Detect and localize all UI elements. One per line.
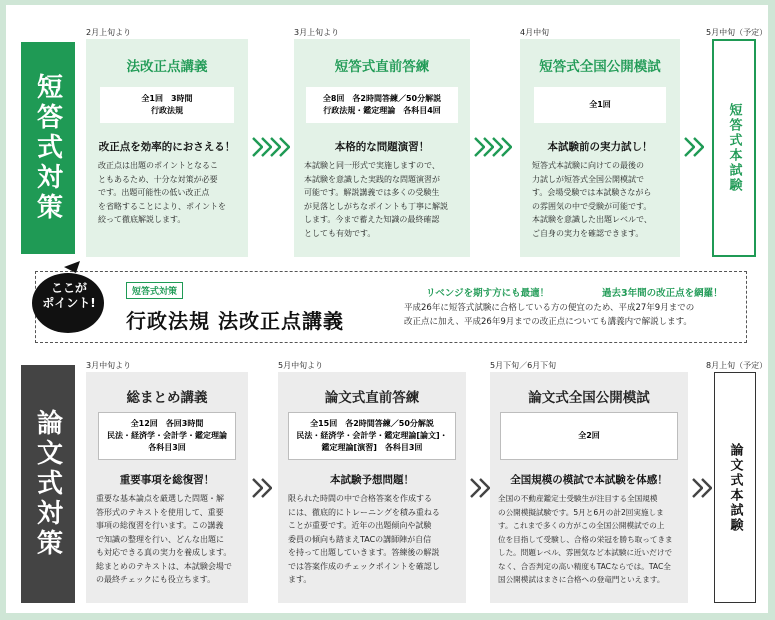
essay-final-exam: [714, 372, 756, 603]
desc-line: 限られた時間の中で合格答案を作成する: [288, 494, 432, 503]
flow-arrows: [252, 137, 288, 157]
desc-line: します。今まで蓄えた知識の最終確認: [304, 215, 440, 224]
stage-info-box: [288, 412, 456, 460]
stage-title: 総まとめ講義: [126, 390, 208, 406]
desc-line: ことが重要です。近年の出題傾向や試験: [288, 521, 432, 530]
stage-card-law-revision: [86, 39, 248, 257]
stage-info-line: 全12回 各回3時間: [130, 419, 204, 428]
point-description: [404, 301, 744, 329]
chevron-right-icon: [701, 478, 712, 498]
stage-subtitle: 本試験前の実力試し！: [547, 141, 653, 153]
desc-line: の公開模擬試験です。5月と6月の計2回実施しま: [498, 507, 664, 517]
stage-info-box: [100, 87, 234, 123]
stage-info-line: 鑑定理論[演習] 各科目3回: [321, 443, 423, 452]
stage-when: 5月下旬／6月下旬: [490, 361, 557, 370]
point-tag-label: 短答式対策: [132, 287, 178, 297]
short-answer-final-exam: [712, 39, 756, 257]
desc-line: 可能です。解説講義では多くの受験生: [304, 188, 440, 197]
desc-line: には、徹底的にトレーニングを積み重ねる: [288, 507, 440, 517]
stage-card-essay-mock: [490, 372, 688, 603]
desc-line: 委員の傾向も踏まえTACの講師陣が自信: [288, 534, 432, 544]
flow-arrows: [692, 478, 710, 498]
desc-line: す。会場受験では本試験さながら: [532, 188, 652, 197]
desc-line: を持って出題していきます。答練後の解説: [288, 548, 440, 557]
final-exam-label: 短答式本試験: [726, 103, 742, 193]
stage-info-line: 全1回 3時間: [141, 94, 193, 103]
desc-line: 短答式本試験に向けての最後の: [532, 161, 644, 170]
desc-line: 事項の総復習を行います。この講義: [96, 521, 224, 530]
stage-info-line: 民法・経済学・会計学・鑑定理論: [107, 431, 227, 440]
stage-info-line: 全1回: [589, 100, 611, 109]
final-exam-when: 8月上旬（予定）: [706, 361, 768, 370]
stage-description: [96, 492, 246, 587]
stage-info-box: [98, 412, 236, 460]
stage-when: 3月中旬より: [86, 361, 132, 370]
final-exam-when: 5月中旬（予定）: [706, 28, 768, 37]
stage-when: 5月中旬より: [278, 361, 324, 370]
desc-line: 総まとめのテキストは、本試験会場で: [96, 561, 232, 571]
stage-card-short-answer-drill: [294, 39, 470, 257]
desc-line: 国公開模試はまさに合格への登竜門といえます。: [498, 575, 665, 584]
chevron-right-icon: [261, 478, 272, 498]
bubble-line: ポイント!: [42, 296, 96, 310]
point-tag: [126, 282, 183, 299]
point-highlight-coverage: 過去3年間の改正点を網羅！: [602, 288, 723, 299]
stage-subtitle: 本試験予想問題！: [330, 474, 414, 486]
stage-title: 短答式直前答練: [334, 59, 430, 75]
panel: [6, 5, 768, 613]
desc-line: の雰囲気の中で受験が可能です。: [532, 201, 652, 211]
chevron-right-icon: [693, 137, 704, 157]
stage-title: 論文式直前答練: [324, 390, 420, 406]
stage-subtitle: 本格的な問題演習！: [334, 141, 430, 153]
desc-line: 全国の不動産鑑定士受験生が注目する全国規模: [498, 494, 658, 503]
desc-line: 平成26年に短答式試験に合格している方の便宜のため、平成27年9月までの: [404, 303, 695, 313]
desc-line: 重要な基本論点を厳選した問題・解: [96, 494, 224, 503]
stage-description: [532, 159, 678, 240]
desc-line: も対応できる真の実力を養成します。: [96, 548, 232, 557]
stage-card-essay-drill: [278, 372, 466, 603]
stage-info-box: [306, 87, 458, 123]
stage-info-box: [534, 87, 666, 123]
flow-arrows: [470, 478, 488, 498]
flow-arrows: [684, 137, 702, 157]
desc-line: です。出題可能性の低い改正点: [98, 188, 210, 197]
desc-line: ご自身の実力を確認できます。: [532, 228, 644, 238]
point-title: 行政法規 法改正点講義: [126, 309, 344, 333]
stage-when: 3月上旬より: [294, 28, 340, 37]
desc-line: 答形式のテキストを使用して、重要: [96, 507, 224, 517]
desc-line: なく、合否判定の高い精度もTACならでは。TAC全: [498, 561, 671, 571]
speech-bubble: [32, 281, 106, 311]
flow-arrows: [474, 137, 510, 157]
stage-title: 論文式全国公開模試: [528, 390, 650, 406]
essay-section-label: 論文式対策: [32, 409, 63, 559]
stage-title: 法改正点講義: [126, 59, 208, 75]
desc-line: としても有効です。: [304, 228, 376, 238]
desc-line: 改正点は出題のポイントとなるこ: [98, 161, 218, 170]
desc-line: が見落としがちなポイントも丁寧に解説: [304, 201, 448, 211]
essay-section-title: [21, 365, 75, 603]
final-exam-label: 論文式本試験: [727, 442, 743, 533]
desc-line: では答案作成のチェックポイントを確認し: [288, 561, 440, 571]
desc-line: 本試験を意識した出題レベルで、: [532, 215, 652, 224]
desc-line: 位を目指して受験し、合格の栄冠を勝ち取ってきま: [498, 534, 673, 544]
stage-description: [304, 159, 468, 240]
stage-info-line: 行政法規・鑑定理論 各科目4回: [323, 106, 441, 115]
desc-line: す。これまで多くの方がこの全国公開模試での上: [498, 521, 665, 530]
desc-line: で知識の整理を行い、どんな出題に: [96, 534, 224, 544]
stage-info-line: 民法・経済学・会計学・鑑定理論[論文]・: [296, 431, 448, 440]
desc-line: ます。: [288, 575, 312, 584]
stage-card-short-answer-mock: [520, 39, 680, 257]
desc-line: の最終チェックにも役立ちます。: [96, 575, 216, 584]
desc-line: 改正点に加え、平成26年9月までの改正点についても講義内で解説します。: [404, 317, 692, 327]
desc-line: を省略することにより、ポイントを: [98, 201, 226, 211]
chevron-right-icon: [501, 137, 512, 157]
desc-line: 本試験を意識した実践的な問題演習が: [304, 174, 440, 184]
desc-line: 本試験と同一形式で実施しますので、: [304, 161, 440, 170]
flow-arrows: [252, 478, 270, 498]
stage-description: [498, 492, 688, 587]
stage-when: 2月上旬より: [86, 28, 132, 37]
stage-card-summary-lecture: [86, 372, 248, 603]
desc-line: ともあるため、十分な対策が必要: [98, 174, 218, 184]
desc-line: 絞って徹底解説します。: [98, 215, 186, 224]
stage-subtitle: 全国規模の模試で本試験を体感！: [510, 474, 668, 486]
chevron-right-icon: [479, 478, 490, 498]
stage-subtitle: 重要事項を総復習！: [119, 474, 215, 486]
stage-info-line: 全8回 各2時間答練／50分解説: [322, 94, 442, 103]
stage-title: 短答式全国公開模試: [539, 59, 661, 75]
stage-info-line: 各科目3回: [148, 443, 186, 452]
short-answer-section-label: 短答式対策: [32, 73, 63, 223]
bubble-line: ここが: [50, 281, 87, 295]
stage-when: 4月中旬: [520, 28, 550, 37]
desc-line: 力試しが短答式全国公開模試で: [532, 174, 644, 184]
stage-subtitle: 改正点を効率的におさえる！: [98, 141, 236, 153]
chevron-right-icon: [279, 137, 290, 157]
desc-line: した。問題レベル、雰囲気など本試験に近いだけで: [498, 548, 673, 557]
stage-description: [288, 492, 464, 587]
stage-info-box: [500, 412, 678, 460]
point-highlight-revenge: リベンジを期す方にも最適！: [426, 288, 550, 299]
stage-info-line: 行政法規: [151, 106, 183, 115]
stage-info-line: 全15回 各2時間答練／50分解説: [310, 419, 434, 428]
stage-info-line: 全2回: [578, 431, 600, 440]
stage-description: [98, 159, 242, 227]
short-answer-section-title: [21, 42, 75, 254]
